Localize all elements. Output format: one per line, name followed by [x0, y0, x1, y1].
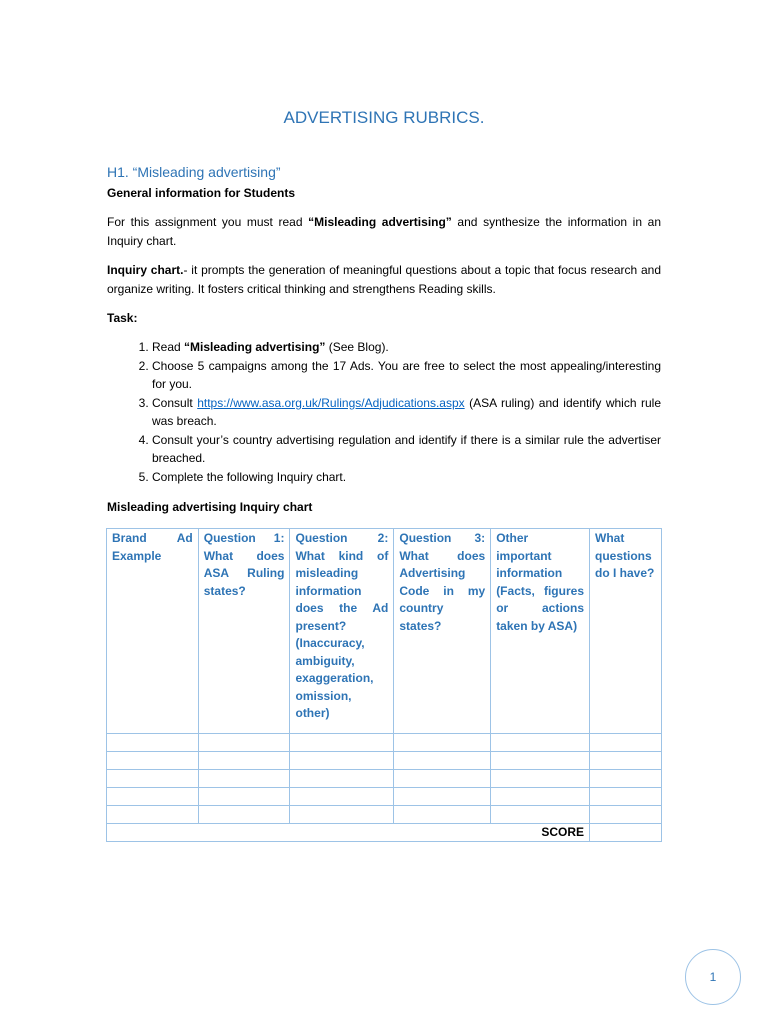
table-cell[interactable]	[491, 787, 590, 805]
table-cell[interactable]	[290, 787, 394, 805]
table-header-row	[107, 529, 662, 734]
asa-adjudications-link[interactable]: https://www.asa.org.uk/Rulings/Adjudications.aspx	[197, 395, 465, 410]
table-cell[interactable]	[394, 733, 491, 751]
score-row	[107, 823, 662, 842]
task-item	[152, 431, 661, 468]
page-title: ADVERTISING RUBRICS.	[283, 108, 485, 127]
inquiry-chart-table	[106, 528, 662, 842]
general-info-label: General information for Students	[107, 186, 296, 200]
table-cell[interactable]	[394, 787, 491, 805]
page-number: 1	[709, 970, 717, 984]
task-item	[152, 338, 661, 357]
table-cell[interactable]	[491, 733, 590, 751]
task-3-prefix: Consult	[152, 395, 198, 410]
task-2-text: Choose 5 campaigns among the 17 Ads. You are free to select the most appealing/interesting for you.	[152, 358, 661, 391]
task-4-text: Consult your’s country advertising regulation and identify if there is a similar rule the advertiser breached.	[152, 432, 661, 465]
table-row	[107, 805, 662, 823]
section-heading: H1. “Misleading advertising”	[107, 164, 281, 180]
task-1-suffix: (See Blog).	[325, 340, 389, 354]
task-5-text: Complete the following Inquiry chart.	[152, 469, 347, 484]
task-item	[152, 357, 661, 394]
table-cell[interactable]	[198, 733, 290, 751]
task-item	[152, 394, 661, 431]
intro-suffix: and synthesize the information in an Inquiry chart.	[107, 215, 661, 248]
table-cell[interactable]	[394, 769, 491, 787]
header-question-2: Question 2: What kind of misleading information does the Ad present? (Inaccuracy, ambiguity, exaggeration, omission, other)	[290, 529, 394, 734]
inquiry-chart-title: Misleading advertising Inquiry chart	[107, 500, 313, 514]
header-question-3: Question 3: What does Advertising Code in my country states?	[394, 529, 491, 734]
table-cell[interactable]	[107, 805, 199, 823]
score-label: SCORE	[107, 823, 590, 842]
table-cell[interactable]	[590, 787, 662, 805]
table-cell[interactable]	[198, 769, 290, 787]
task-label: Task:	[107, 311, 138, 325]
table-cell[interactable]	[198, 805, 290, 823]
table-cell[interactable]	[290, 769, 394, 787]
intro-bold: “Misleading advertising”	[308, 215, 452, 229]
score-cell[interactable]	[590, 823, 662, 842]
table-cell[interactable]	[590, 769, 662, 787]
table-cell[interactable]	[491, 805, 590, 823]
task-item	[152, 468, 661, 487]
header-other-info: Other important information (Facts, figures or actions taken by ASA)	[491, 529, 590, 734]
table-cell[interactable]	[590, 805, 662, 823]
inquiry-definition	[107, 261, 661, 298]
table-row	[107, 733, 662, 751]
page-number-badge	[685, 949, 741, 1005]
task-1-bold: “Misleading advertising”	[184, 340, 326, 354]
intro-prefix: For this assignment you must read	[107, 215, 309, 229]
header-my-questions: What questions do I have?	[590, 529, 662, 734]
table-row	[107, 769, 662, 787]
inquiry-term: Inquiry chart.	[107, 263, 184, 277]
task-list	[107, 338, 661, 486]
table-cell[interactable]	[107, 733, 199, 751]
table-cell[interactable]	[590, 751, 662, 769]
table-row	[107, 787, 662, 805]
task-3-suffix: (ASA ruling) and identify which rule was breach.	[152, 395, 661, 428]
header-question-1: Question 1: What does ASA Ruling states?	[198, 529, 290, 734]
table-cell[interactable]	[198, 787, 290, 805]
table-cell[interactable]	[290, 751, 394, 769]
table-row	[107, 751, 662, 769]
task-1-prefix: Read	[152, 340, 185, 354]
inquiry-definition-text: - it prompts the generation of meaningful questions about a topic that focus research and organize writing. It fosters critical thinking and strengthens Reading skills.	[107, 263, 661, 296]
table-cell[interactable]	[491, 751, 590, 769]
intro-paragraph	[107, 213, 661, 250]
header-brand-ad-example: Brand Ad Example	[107, 529, 199, 734]
table-cell[interactable]	[290, 805, 394, 823]
table-cell[interactable]	[107, 751, 199, 769]
table-cell[interactable]	[394, 805, 491, 823]
table-cell[interactable]	[198, 751, 290, 769]
table-cell[interactable]	[491, 769, 590, 787]
table-cell[interactable]	[394, 751, 491, 769]
table-cell[interactable]	[590, 733, 662, 751]
table-cell[interactable]	[107, 787, 199, 805]
table-cell[interactable]	[290, 733, 394, 751]
table-cell[interactable]	[107, 769, 199, 787]
